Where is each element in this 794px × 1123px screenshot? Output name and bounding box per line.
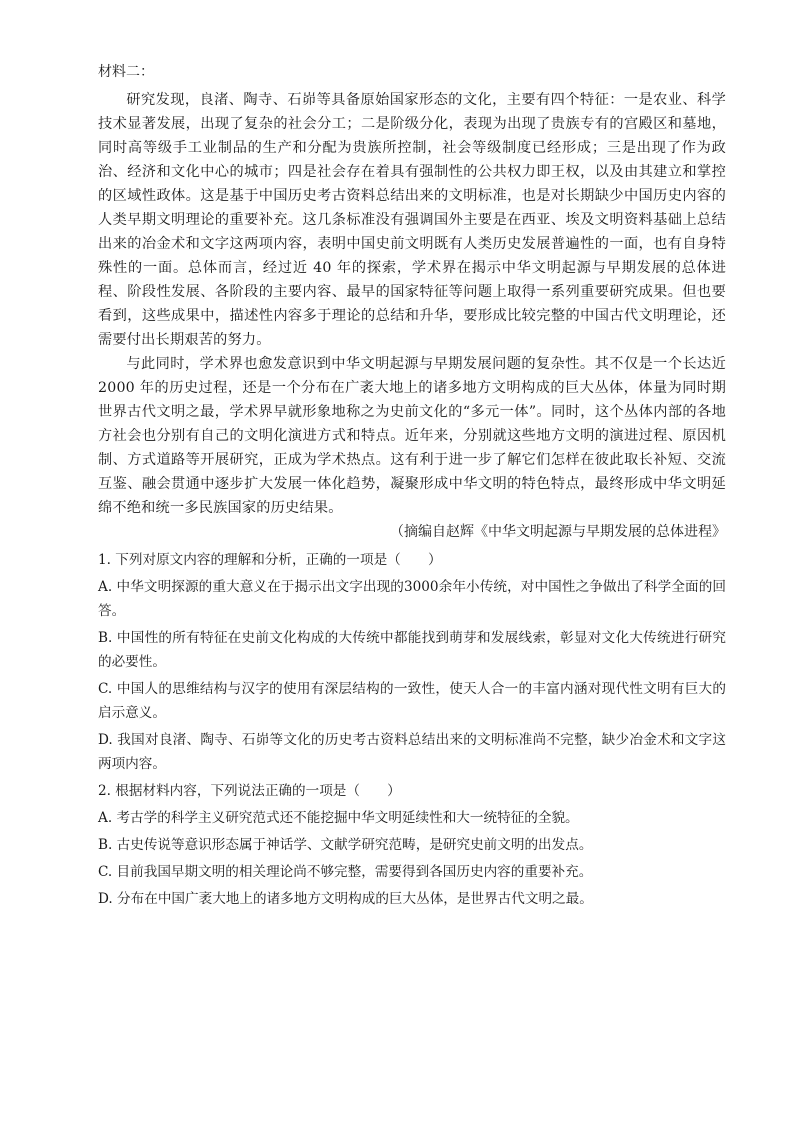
question-stem: 1. 下列对原文内容的理解和分析，正确的一项是（ ） xyxy=(98,552,442,568)
question-2 xyxy=(98,779,726,911)
option-c: C. 目前我国早期文明的相关理论尚不够完整，需要得到各国历史内容的重要补充。 xyxy=(98,864,593,880)
document-page xyxy=(98,62,726,914)
source-citation: （摘编自赵辉《中华文明起源与早期发展的总体进程》 xyxy=(390,524,726,540)
paragraph-1: 研究发现，良渚、陶寺、石峁等具备原始国家形态的文化，主要有四个特征：一是农业、科学技术显著发展，出现了复杂的社会分工；二是阶级分化，表现为出现了贵族专有的宫殿区和墓地，同时高等级手工业制品的生产和分配为贵族所控制，社会等级制度已经形成；三是出现了作为政治、经济和文化中心的城市；四是社会存在着具有强制性的公共权力即王权，以及由其建立和掌控的区域性政体。这是基于中国历史考古资料总结出来的文明标准，也是对长期缺少中国历史内容的人类早期文明理论的重要补充。这几条标准没有强调国外主要是在西亚、埃及文明资料基础上总结出来的冶金术和文字这两项内容，表明中国史前文明既有人类历史发展普遍性的一面，也有自身特殊性的一面。总体而言，经过近 40 年的探索，学术界在揭示中华文明起源与早期发展的总体进程、阶段性发展、各阶段的主要内容、最早的国家特征等问题上取得一系列重要研究成果。但也要看到，这些成果中，描述性内容多于理论的总结和升华，要形成比较完整的中国古代文明理论，还需要付出长期艰苦的努力。 xyxy=(98,92,726,348)
paragraph-2: 与此同时，学术界也愈发意识到中华文明起源与早期发展问题的复杂性。其不仅是一个长达近 2000 年的历史过程，还是一个分布在广袤大地上的诸多地方文明构成的巨大丛体，体量为同时期世界古代文明之最，学术界早就形象地称之为史前文化的“多元一体”。同时，这个丛体内部的各地方社会也分别有自己的文明化演进方式和特点。近年来，分别就这些地方文明的演进过程、原因机制、方式道路等开展研究，正成为学术热点。这有利于进一步了解它们怎样在彼此取长补短、交流互鉴、融会贯通中逐步扩大发展一体化趋势，凝聚形成中华文明的特色特点，最终形成中华文明延绵不绝和统一多民族国家的历史结果。 xyxy=(98,356,726,516)
material-heading: 材料二： xyxy=(98,64,154,80)
option-c: C. 中国人的思维结构与汉字的使用有深层结构的一致性，使天人合一的丰富内涵对现代性文明有巨大的启示意义。 xyxy=(98,681,726,721)
option-a: A. 中华文明探源的重大意义在于揭示出文字出现的3000余年小传统，对中国性之争做出了科学全面的回答。 xyxy=(98,579,726,619)
option-b: B. 中国性的所有特征在史前文化构成的大传统中都能找到萌芽和发展线索，彰显对文化大传统进行研究的必要性。 xyxy=(98,630,726,670)
option-d: D. 我国对良渚、陶寺、石峁等文化的历史考古资料总结出来的文明标准尚不完整，缺少冶金术和文字这两项内容。 xyxy=(98,732,726,772)
option-d: D. 分布在中国广袤大地上的诸多地方文明构成的巨大丛体，是世界古代文明之最。 xyxy=(98,891,593,907)
option-a: A. 考古学的科学主义研究范式还不能挖掘中华文明延续性和大一统特征的全貌。 xyxy=(98,810,579,826)
question-stem: 2. 根据材料内容，下列说法正确的一项是（ ） xyxy=(98,783,401,799)
option-b: B. 古史传说等意识形态属于神话学、文献学研究范畴，是研究史前文明的出发点。 xyxy=(98,837,593,853)
question-1 xyxy=(98,548,726,776)
